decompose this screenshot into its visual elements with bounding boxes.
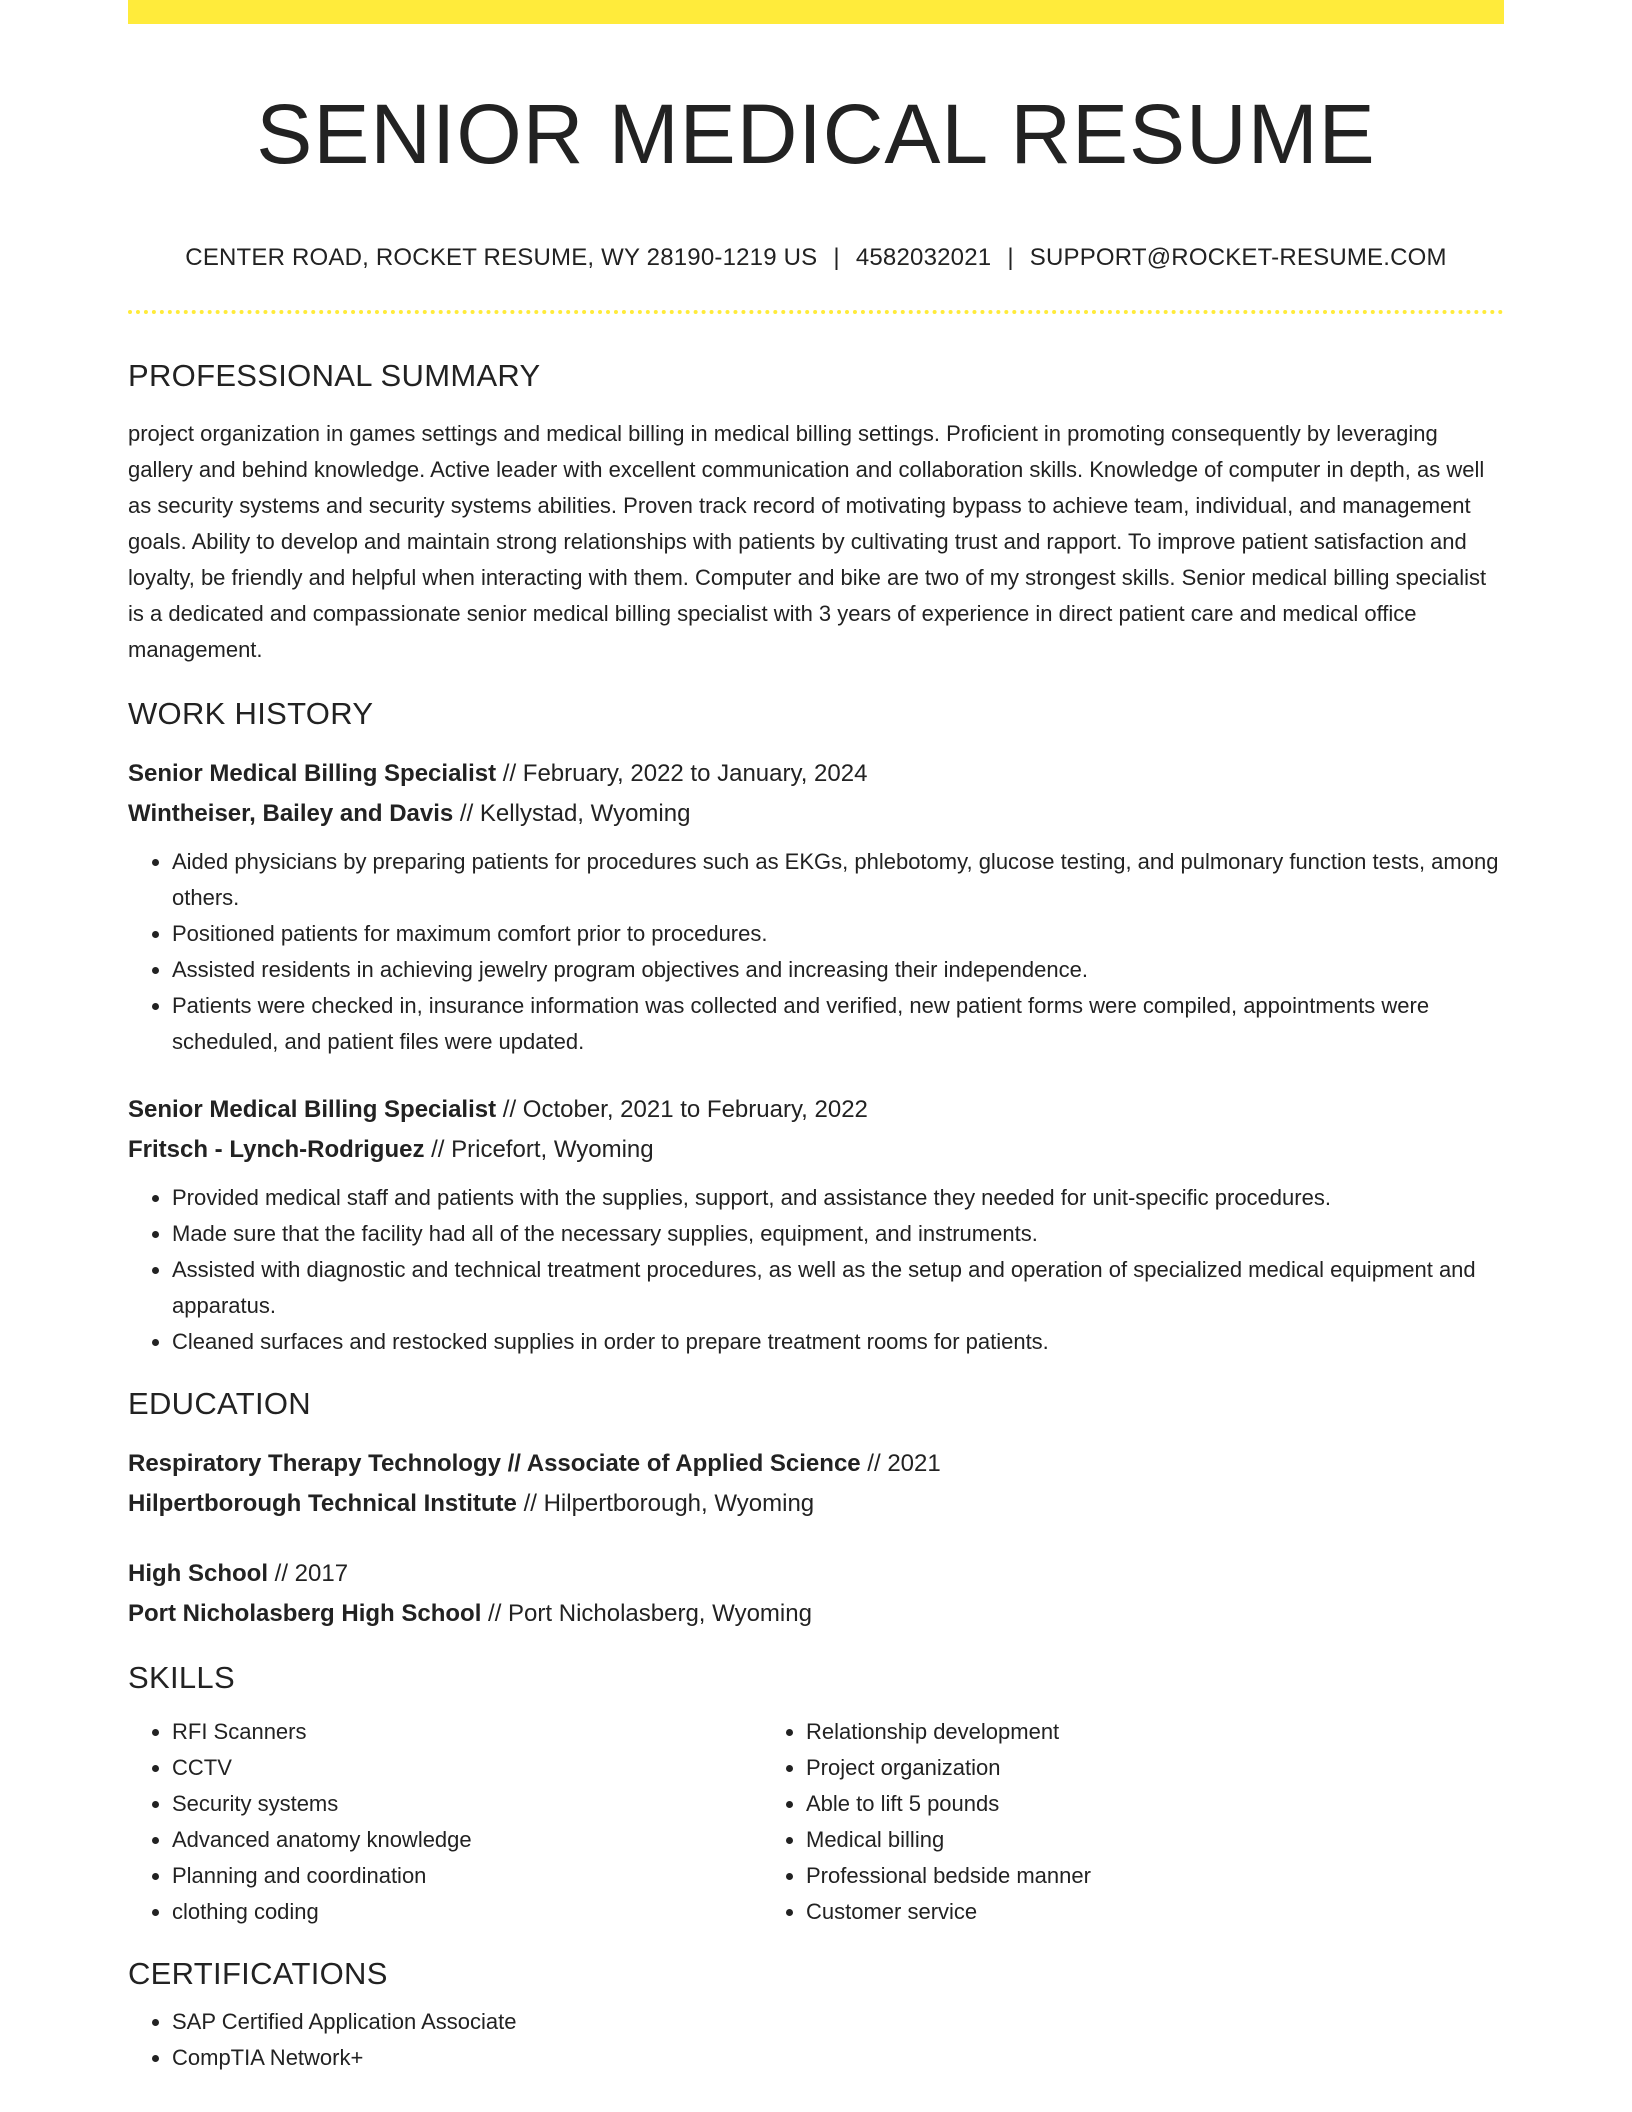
job-entry <box>128 754 1504 1060</box>
job-bullet: • Positioned patients for maximum comfort prior to procedures. <box>172 916 1504 952</box>
summary-heading: PROFESSIONAL SUMMARY <box>128 358 541 393</box>
contact-phone: 4582032021 <box>855 244 992 271</box>
education-year: // 2017 <box>268 1560 349 1587</box>
certification-item: • SAP Certified Application Associate <box>172 2004 1504 2040</box>
skill-item: • Advanced anatomy knowledge <box>172 1822 762 1858</box>
job-bullet: • Assisted with diagnostic and technical treatment procedures, as well as the setup and operation of specialized medical equipment and apparatus. <box>172 1252 1504 1324</box>
job-bullets <box>128 844 1504 1060</box>
job-company-line <box>128 794 1504 834</box>
job-location: // Pricefort, Wyoming <box>424 1136 654 1163</box>
skill-item: • Medical billing <box>806 1822 1396 1858</box>
job-bullets <box>128 1180 1504 1360</box>
work-history-heading: WORK HISTORY <box>128 696 374 731</box>
education-heading: EDUCATION <box>128 1386 311 1421</box>
skill-item: • RFI Scanners <box>172 1714 762 1750</box>
skill-item: • CCTV <box>172 1750 762 1786</box>
education-degree-line <box>128 1554 1504 1594</box>
job-bullet: • Cleaned surfaces and restocked supplies in order to prepare treatment rooms for patients. <box>172 1324 1504 1360</box>
education-school-line <box>128 1594 1504 1634</box>
skills-heading: SKILLS <box>128 1660 235 1695</box>
job-bullet: • Patients were checked in, insurance information was collected and verified, new patient forms were compiled, appointments were scheduled, and patient files were updated. <box>172 988 1504 1060</box>
dotted-divider <box>128 310 1504 314</box>
job-role: Senior Medical Billing Specialist <box>128 1096 497 1123</box>
job-dates: // February, 2022 to January, 2024 <box>496 760 868 787</box>
job-bullet: • Made sure that the facility had all of the necessary supplies, equipment, and instruments. <box>172 1216 1504 1252</box>
skill-item: • Customer service <box>806 1894 1396 1930</box>
contact-email: SUPPORT@ROCKET-RESUME.COM <box>1029 244 1447 271</box>
education-school: Hilpertborough Technical Institute <box>128 1490 517 1517</box>
resume-page <box>128 0 1504 2076</box>
job-title-line <box>128 754 1504 794</box>
education-degree-line <box>128 1444 1504 1484</box>
summary-text: project organization in games settings and medical billing in medical billing settings. Proficient in promoting consequently by leveraging gallery and behind knowledge. Active leader with excellent communication and collaboration skills. Knowledge of computer in depth, as well as security systems and security systems abilities. Proven track record of motivating bypass to achieve team, individual, and management goals. Ability to develop and maintain strong relationships with patients by cultivating trust and rapport. To improve patient satisfaction and loyalty, be friendly and helpful when interacting with them. Computer and bike are two of my strongest skills. Senior medical billing specialist is a dedicated and compassionate senior medical billing specialist with 3 years of experience in direct patient care and medical office management. <box>128 421 1487 662</box>
education-degree: Respiratory Therapy Technology // Associate of Applied Science <box>128 1450 861 1477</box>
education-entry <box>128 1554 1504 1634</box>
education-school: Port Nicholasberg High School <box>128 1600 482 1627</box>
certification-item: • CompTIA Network+ <box>172 2040 1504 2076</box>
skill-item: • Able to lift 5 pounds <box>806 1786 1396 1822</box>
job-company: Fritsch - Lynch-Rodriguez <box>128 1136 425 1163</box>
education-school-line <box>128 1484 1504 1524</box>
contact-address: CENTER ROAD, ROCKET RESUME, WY 28190-1219 US <box>185 244 818 271</box>
skills-right-column <box>762 1714 1396 1930</box>
education-location: // Hilpertborough, Wyoming <box>516 1490 815 1517</box>
skill-item: • Security systems <box>172 1786 762 1822</box>
skill-item: • Relationship development <box>806 1714 1396 1750</box>
contact-line <box>128 242 1504 274</box>
skill-item: • clothing coding <box>172 1894 762 1930</box>
contact-separator: | <box>1007 244 1014 271</box>
job-bullet: • Assisted residents in achieving jewelry program objectives and increasing their independence. <box>172 952 1504 988</box>
education-location: // Port Nicholasberg, Wyoming <box>481 1600 812 1627</box>
accent-top-bar <box>128 0 1504 24</box>
job-dates: // October, 2021 to February, 2022 <box>496 1096 868 1123</box>
job-company-line <box>128 1130 1504 1170</box>
job-location: // Kellystad, Wyoming <box>453 800 691 827</box>
education-entry <box>128 1444 1504 1524</box>
skills-columns <box>128 1714 1504 1930</box>
job-title-line <box>128 1090 1504 1130</box>
skills-left-column <box>128 1714 762 1930</box>
certifications-list <box>128 2004 1504 2076</box>
skill-item: • Planning and coordination <box>172 1858 762 1894</box>
job-bullet: • Aided physicians by preparing patients for procedures such as EKGs, phlebotomy, glucose testing, and pulmonary function tests, among others. <box>172 844 1504 916</box>
skill-item: • Project organization <box>806 1750 1396 1786</box>
job-company: Wintheiser, Bailey and Davis <box>128 800 454 827</box>
skill-item: • Professional bedside manner <box>806 1858 1396 1894</box>
job-entry <box>128 1090 1504 1360</box>
education-degree: High School <box>128 1560 268 1587</box>
certifications-heading: CERTIFICATIONS <box>128 1956 388 1991</box>
education-year: // 2021 <box>860 1450 941 1477</box>
contact-separator: | <box>833 244 840 271</box>
job-bullet: • Provided medical staff and patients with the supplies, support, and assistance they needed for unit-specific procedures. <box>172 1180 1504 1216</box>
job-role: Senior Medical Billing Specialist <box>128 760 497 787</box>
resume-title: SENIOR MEDICAL RESUME <box>256 87 1376 181</box>
